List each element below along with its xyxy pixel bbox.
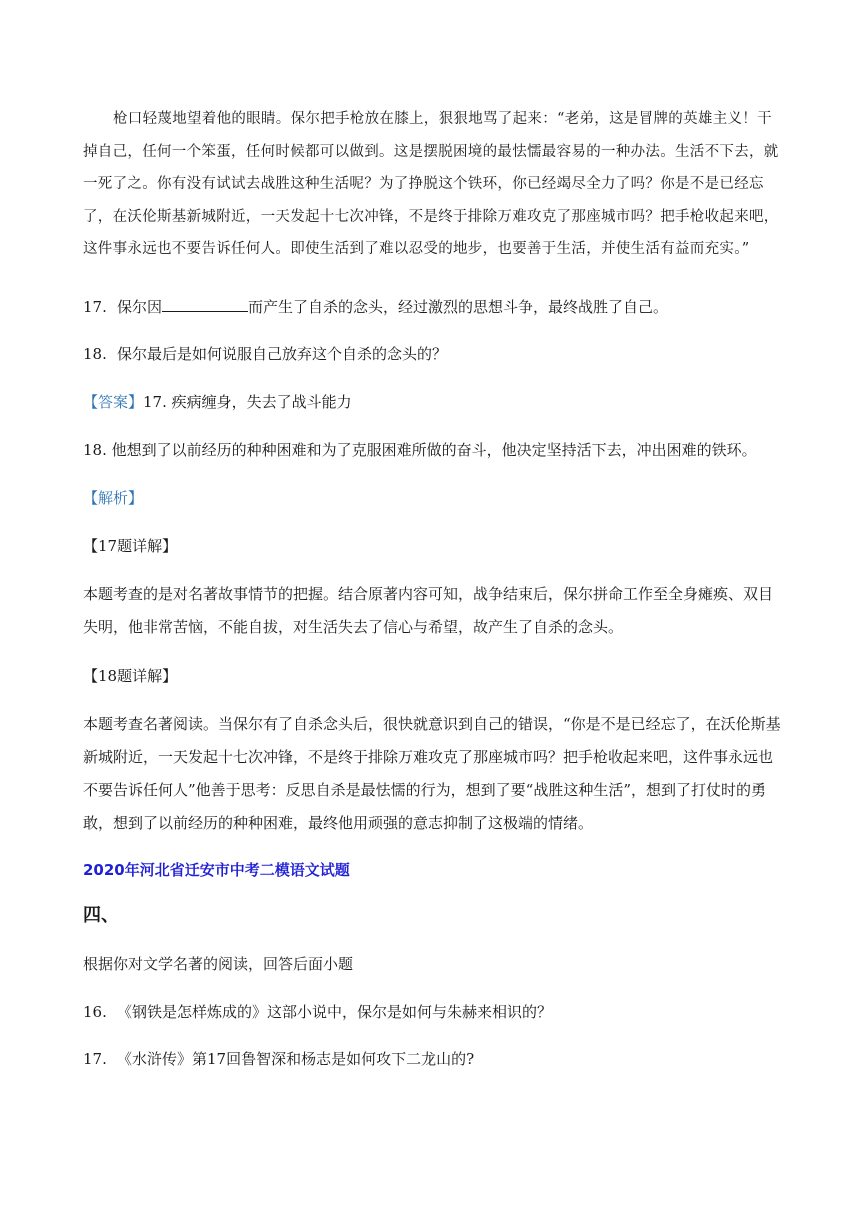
source-title xyxy=(83,858,783,882)
question-text: 《水浒传》第17回鲁智深和杨志是如何攻下二龙山的? xyxy=(117,1050,475,1068)
answer-18 xyxy=(83,438,783,462)
question-number: 16. xyxy=(83,1003,107,1021)
detail-heading-text: 【17题详解】 xyxy=(83,537,178,555)
reading-passage xyxy=(83,103,783,266)
question-17 xyxy=(83,295,783,319)
question-17-b xyxy=(83,1047,783,1071)
section-heading xyxy=(83,904,783,928)
question-text-before: 保尔因 xyxy=(117,298,163,316)
detail-heading-18 xyxy=(83,664,783,688)
detail-heading-17 xyxy=(83,534,783,558)
question-number: 18. xyxy=(83,345,107,363)
question-16-b xyxy=(83,1000,783,1024)
detail-paragraph-17: 本题考查的是对名著故事情节的把握。结合原著内容可知，战争结束后，保尔拼命工作至全身瘫痪、双目失明，他非常苦恼，不能自拔，对生活失去了信心与希望，故产生了自杀的念头。 xyxy=(83,585,774,636)
answer-text: 18. 他想到了以前经历的种种困难和为了克服困难所做的奋斗，他决定坚持活下去，冲出困难的铁环。 xyxy=(83,441,757,459)
source-title-text: 2020年河北省迁安市中考二模语文试题 xyxy=(83,861,350,879)
detail-paragraph-18: 本题考查名著阅读。当保尔有了自杀念头后，很快就意识到自己的错误，“你是不是已经忘了，在沃伦斯基新城附近，一天发起十七次冲锋，不是终于排除万难攻克了那座城市吗？把手枪收起来吧，这件事永远也不要告诉任何人”他善于思考：反思自杀是最怯懦的行为，想到了要“战胜这种生活”，想到了打仗时的勇敢，想到了以前经历的种种困难，最终他用顽强的意志抑制了这极端的情绪。 xyxy=(83,715,781,832)
question-text-after: 而产生了自杀的念头，经过激烈的思想斗争，最终战胜了自己。 xyxy=(248,298,669,316)
answer-17 xyxy=(83,390,783,414)
analysis-label: 【解析】 xyxy=(83,489,144,507)
detail-heading-text: 【18题详解】 xyxy=(83,667,178,685)
section-number: 四、 xyxy=(83,905,119,926)
passage-text: 枪口轻蔑地望着他的眼睛。保尔把手枪放在膝上，狠狠地骂了起来：“老弟，这是冒牌的英雄主义！干掉自己，任何一个笨蛋，任何时候都可以做到。这是摆脱困境的最怯懦最容易的一种办法。生活不下去，就一死了之。你有没有试试去战胜这种生活呢？为了挣脱这个铁环，你已经竭尽全力了吗？你是不是已经忘了，在沃伦斯基新城附近，一天发起十七次冲锋，不是终于排除万难攻克了那座城市吗？把手枪收起来吧，这件事永远也不要告诉任何人。即使生活到了难以忍受的地步，也要善于生活，并使生活有益而充实。” xyxy=(83,111,779,258)
question-number: 17. xyxy=(83,1050,107,1068)
answer-tag: 【答案】 xyxy=(83,393,144,411)
fill-in-blank xyxy=(162,297,248,312)
question-18 xyxy=(83,342,783,366)
instruction xyxy=(83,952,783,976)
analysis-tag xyxy=(83,486,783,510)
question-number: 17. xyxy=(83,298,107,316)
question-text: 《钢铁是怎样炼成的》这部小说中，保尔是如何与朱赫来相识的？ xyxy=(117,1003,553,1021)
question-text: 保尔最后是如何说服自己放弃这个自杀的念头的？ xyxy=(117,345,448,363)
answer-text: 17. 疾病缠身，失去了战斗能力 xyxy=(143,393,352,411)
instruction-text: 根据你对文学名著的阅读，回答后面小题 xyxy=(83,955,354,973)
